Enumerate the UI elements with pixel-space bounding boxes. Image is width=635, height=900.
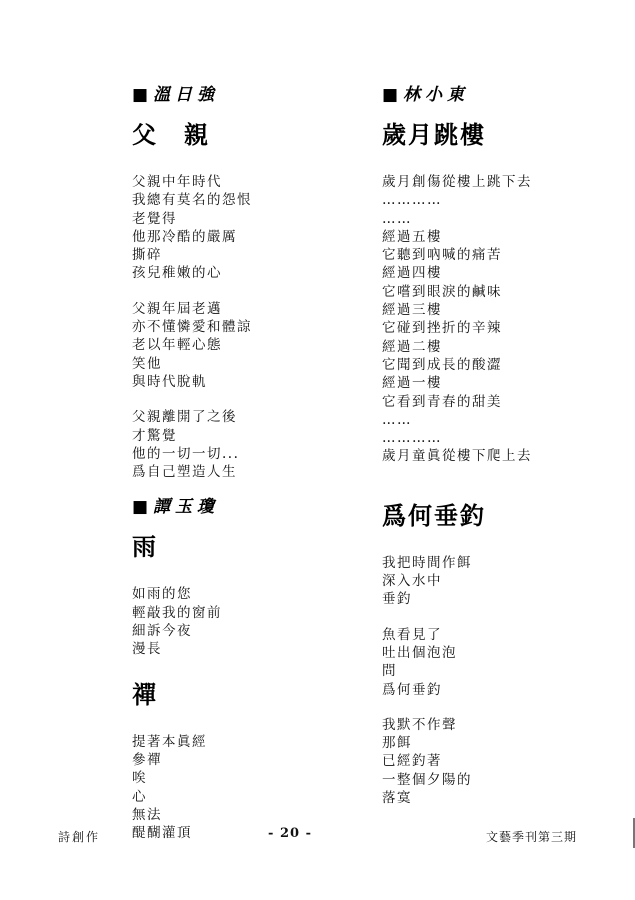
poem-line: 亦不懂憐愛和體諒: [132, 319, 252, 336]
poem-line: 它看到青春的甜美: [382, 393, 502, 410]
poem-body-rain: [132, 585, 382, 658]
footer-section-label: 詩創作: [58, 830, 101, 844]
poem-line: 唉: [132, 770, 147, 787]
poem-line: 垂釣: [382, 591, 412, 608]
poem-line: 漫長: [132, 641, 162, 658]
page-number: - 20 -: [268, 826, 312, 841]
poem-body-fishing: [382, 554, 632, 808]
stanza: [382, 626, 632, 699]
page-footer: [0, 826, 635, 846]
poem-line: …………: [382, 192, 442, 209]
poem-line: 歲月創傷從樓上跳下去: [382, 174, 532, 190]
poem-line: 落寞: [382, 790, 412, 807]
stanza: [132, 300, 382, 391]
poem-line: 孩兒稚嫩的心: [132, 265, 222, 282]
poem-title-rain: 雨: [132, 534, 158, 562]
poem-title-fishing: 爲何垂釣: [382, 502, 486, 530]
poem-line: 他的一切一切...: [132, 445, 240, 462]
poem-line: 它碰到挫折的辛辣: [382, 320, 502, 337]
poem-line: 撕碎: [132, 247, 162, 264]
poem-line: 笑他: [132, 355, 162, 372]
poem-line: 問: [382, 663, 397, 680]
poem-line: 如雨的您: [132, 586, 192, 603]
poem-line: ……: [382, 210, 412, 227]
poem-line: 爲自己塑造人生: [132, 464, 237, 481]
poem-line: 一整個夕陽的: [382, 771, 472, 788]
poem-body-leap: [382, 173, 632, 466]
poem-line: 醍醐灌頂: [132, 825, 192, 842]
author-name-lam: ■林小東: [382, 85, 470, 105]
poem-line: 經過四樓: [382, 265, 442, 282]
poem-line: 我總有莫名的怨恨: [132, 192, 252, 209]
right-column: [382, 85, 632, 807]
poem-line: 心: [132, 788, 147, 805]
poem-line: 吐出個泡泡: [382, 644, 457, 661]
poem-title-father: 父 親: [132, 122, 210, 149]
author-name-tan: ■譚玉瓊: [132, 497, 220, 518]
stanza: [382, 173, 632, 466]
poem-leap: [382, 121, 632, 466]
poem-line: 與時代脫軌: [132, 373, 207, 390]
footer-journal-label: 文藝季刊第三期: [485, 830, 577, 844]
poem-line: 輕敲我的窗前: [132, 604, 222, 621]
left-column: [132, 85, 382, 842]
poem-line: 父親中年時代: [132, 174, 222, 190]
poem-line: 經過三樓: [382, 302, 442, 319]
poem-line: 老以年輕心態: [132, 337, 222, 354]
poem-line: 提著本眞經: [132, 733, 207, 750]
poem-father: [132, 121, 382, 481]
poem-line: …………: [382, 430, 442, 447]
poem-line: 才驚覺: [132, 427, 177, 444]
poem-line: 我默不作聲: [382, 716, 457, 733]
poem-line: 深入水中: [382, 573, 442, 590]
stanza: [382, 554, 632, 609]
poem-fishing: [382, 502, 632, 808]
poem-line: 父親年屆老邁: [132, 300, 222, 317]
poem-line: 它嚐到眼淚的鹹味: [382, 283, 502, 300]
stanza: [132, 408, 382, 481]
poem-line: 它聽到吶喊的痛苦: [382, 247, 502, 264]
poem-line: 老覺得: [132, 210, 177, 227]
poem-line: ……: [382, 411, 412, 428]
poem-line: 參禪: [132, 751, 162, 768]
poem-line: 經過五樓: [382, 228, 442, 245]
poem-line: 歲月童眞從樓下爬上去: [382, 448, 532, 465]
stanza: [382, 716, 632, 807]
poem-line: 他那冷酷的嚴厲: [132, 228, 237, 245]
poem-line: 細訴今夜: [132, 623, 192, 640]
poem-line: 經過二樓: [382, 338, 442, 355]
stanza: [132, 173, 382, 283]
poem-line: 已經釣著: [382, 753, 442, 770]
poem-line: 我把時間作餌: [382, 554, 472, 571]
poem-line: 那餌: [382, 735, 412, 752]
poem-rain: [132, 533, 382, 658]
author-name-wen: ■溫日強: [132, 85, 220, 105]
poem-body-father: [132, 173, 382, 481]
poem-title-leap: 歲月跳樓: [382, 122, 486, 149]
poem-line: 經過一樓: [382, 375, 442, 392]
poem-line: 魚看見了: [382, 626, 442, 643]
poem-title-zen: 禪: [132, 681, 158, 709]
poem-line: 它聞到成長的酸澀: [382, 356, 502, 373]
stanza: [132, 585, 382, 658]
poem-line: 父親離開了之後: [132, 409, 237, 426]
poem-line: 無法: [132, 806, 162, 823]
poem-zen: [132, 681, 382, 843]
poem-line: 爲何垂釣: [382, 681, 442, 698]
